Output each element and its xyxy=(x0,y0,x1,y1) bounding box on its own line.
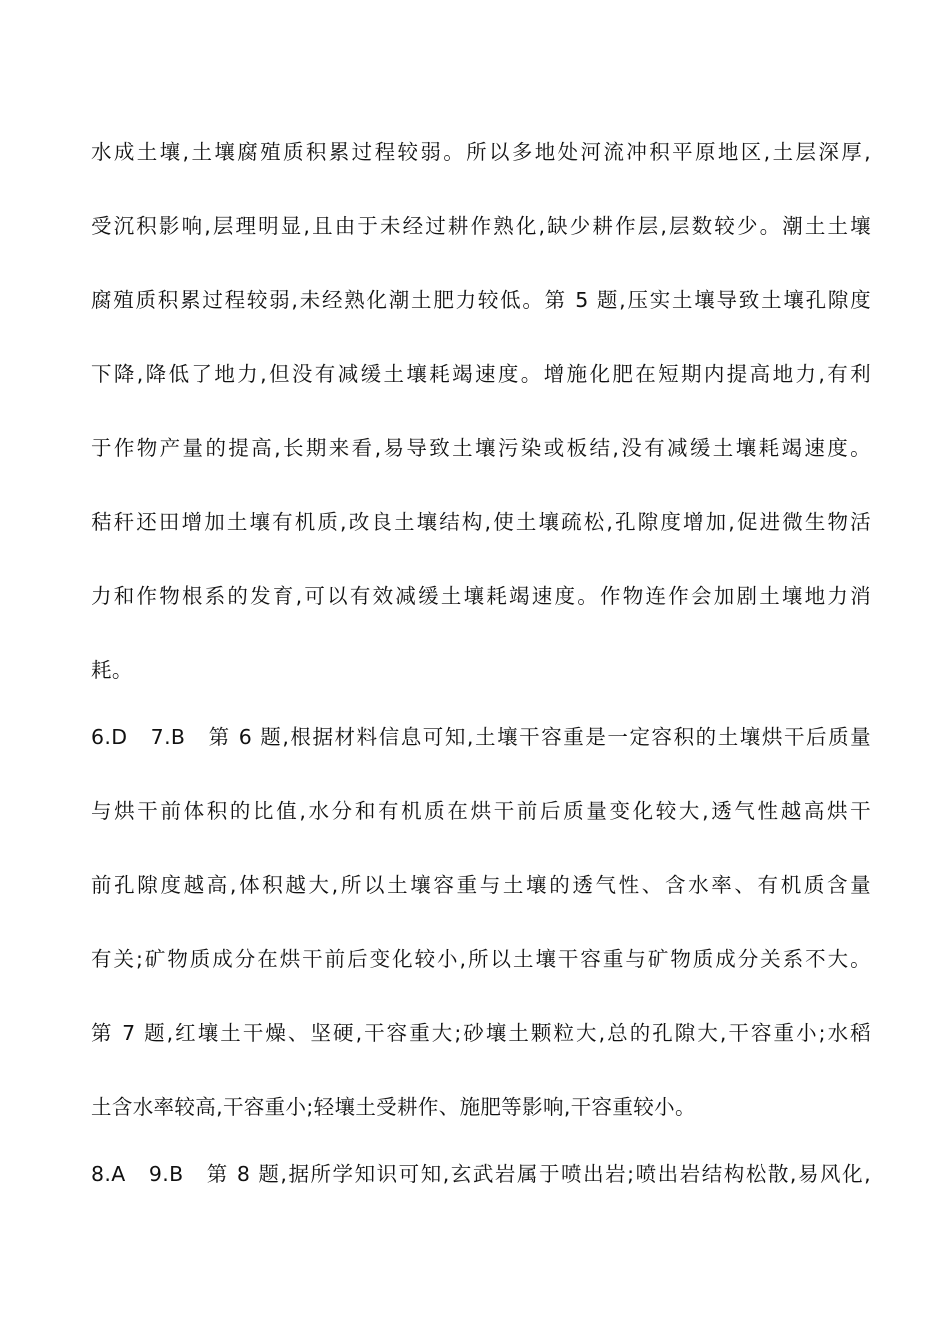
answer-line: 8.A 9.B 第 8 题,据所学知识可知,玄武岩属于喷出岩;喷出岩结构松散,易风化, xyxy=(91,1162,871,1186)
paragraph-line: 力和作物根系的发育,可以有效减缓土壤耗竭速度。作物连作会加剧土壤地力消 xyxy=(91,584,871,608)
paragraph-line: 有关;矿物质成分在烘干前后变化较小,所以土壤干容重与矿物质成分关系不大。 xyxy=(91,947,871,971)
paragraph-line: 与烘干前体积的比值,水分和有机质在烘干前后质量变化较大,透气性越高烘干 xyxy=(91,799,871,823)
answer-line: 6.D 7.B 第 6 题,根据材料信息可知,土壤干容重是一定容积的土壤烘干后质量 xyxy=(91,725,871,749)
paragraph-line: 下降,降低了地力,但没有减缓土壤耗竭速度。增施化肥在短期内提高地力,有利 xyxy=(91,362,871,386)
paragraph-line: 于作物产量的提高,长期来看,易导致土壤污染或板结,没有减缓土壤耗竭速度。 xyxy=(91,436,871,460)
paragraph-line: 水成土壤,土壤腐殖质积累过程较弱。所以多地处河流冲积平原地区,土层深厚, xyxy=(91,140,871,164)
paragraph-line: 腐殖质积累过程较弱,未经熟化潮土肥力较低。第 5 题,压实土壤导致土壤孔隙度 xyxy=(91,288,871,312)
paragraph-line: 耗。 xyxy=(91,658,133,682)
paragraph-line: 受沉积影响,层理明显,且由于未经过耕作熟化,缺少耕作层,层数较少。潮土土壤 xyxy=(91,214,871,238)
paragraph-line: 土含水率较高,干容重小;轻壤土受耕作、施肥等影响,干容重较小。 xyxy=(91,1095,696,1119)
paragraph-line: 第 7 题,红壤土干燥、坚硬,干容重大;砂壤土颗粒大,总的孔隙大,干容重小;水稻 xyxy=(91,1021,871,1045)
paragraph-line: 秸秆还田增加土壤有机质,改良土壤结构,使土壤疏松,孔隙度增加,促进微生物活 xyxy=(91,510,871,534)
paragraph-line: 前孔隙度越高,体积越大,所以土壤容重与土壤的透气性、含水率、有机质含量 xyxy=(91,873,871,897)
